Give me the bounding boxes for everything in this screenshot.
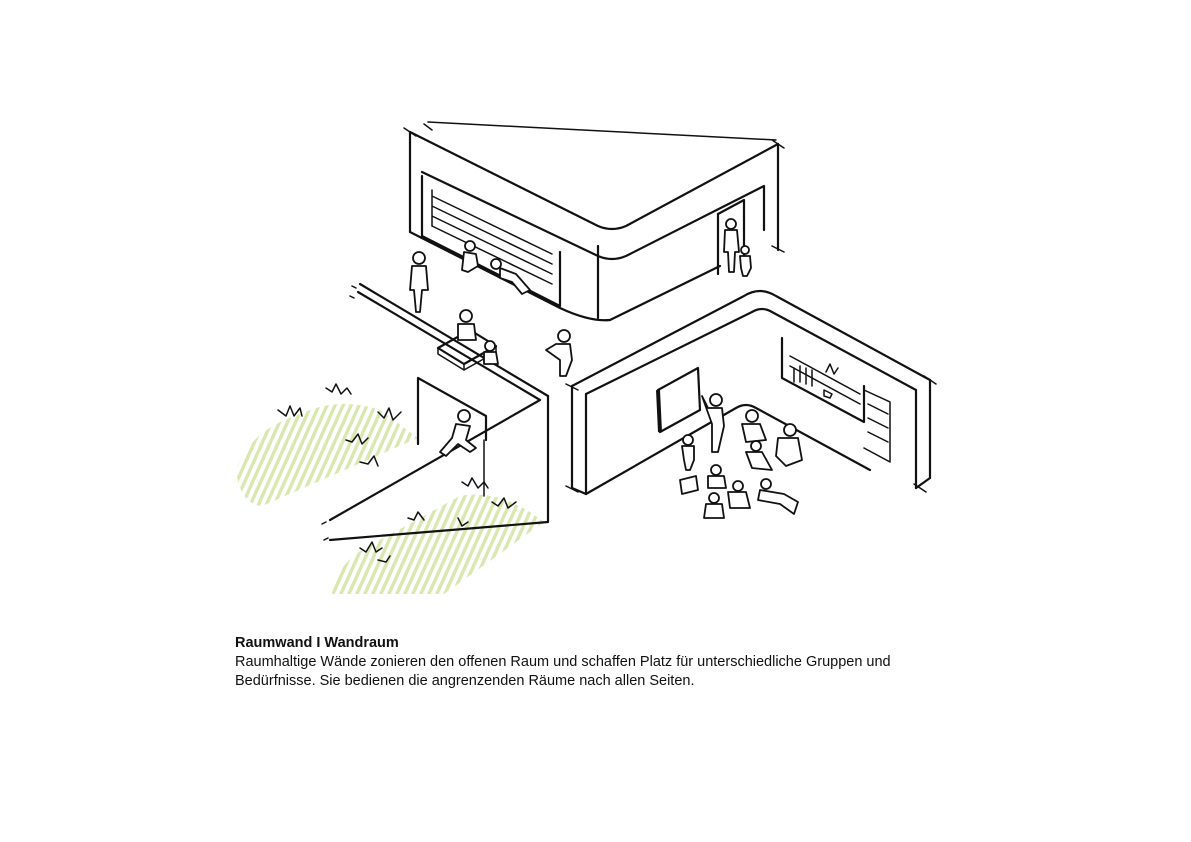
caption-text-line-2: Bedürfnisse. Sie bedienen die angrenzenden Räume nach allen Seiten. [235,673,695,689]
caption-text-line-1: Raumhaltige Wände zonieren den offenen Raum und schaffen Platz für unterschiedliche Gruppen und [235,654,891,670]
planting-area-left [160,396,483,510]
planting-area-bottom [260,486,606,596]
caption [235,633,995,691]
caption-title: Raumwand I Wandraum [235,635,399,651]
